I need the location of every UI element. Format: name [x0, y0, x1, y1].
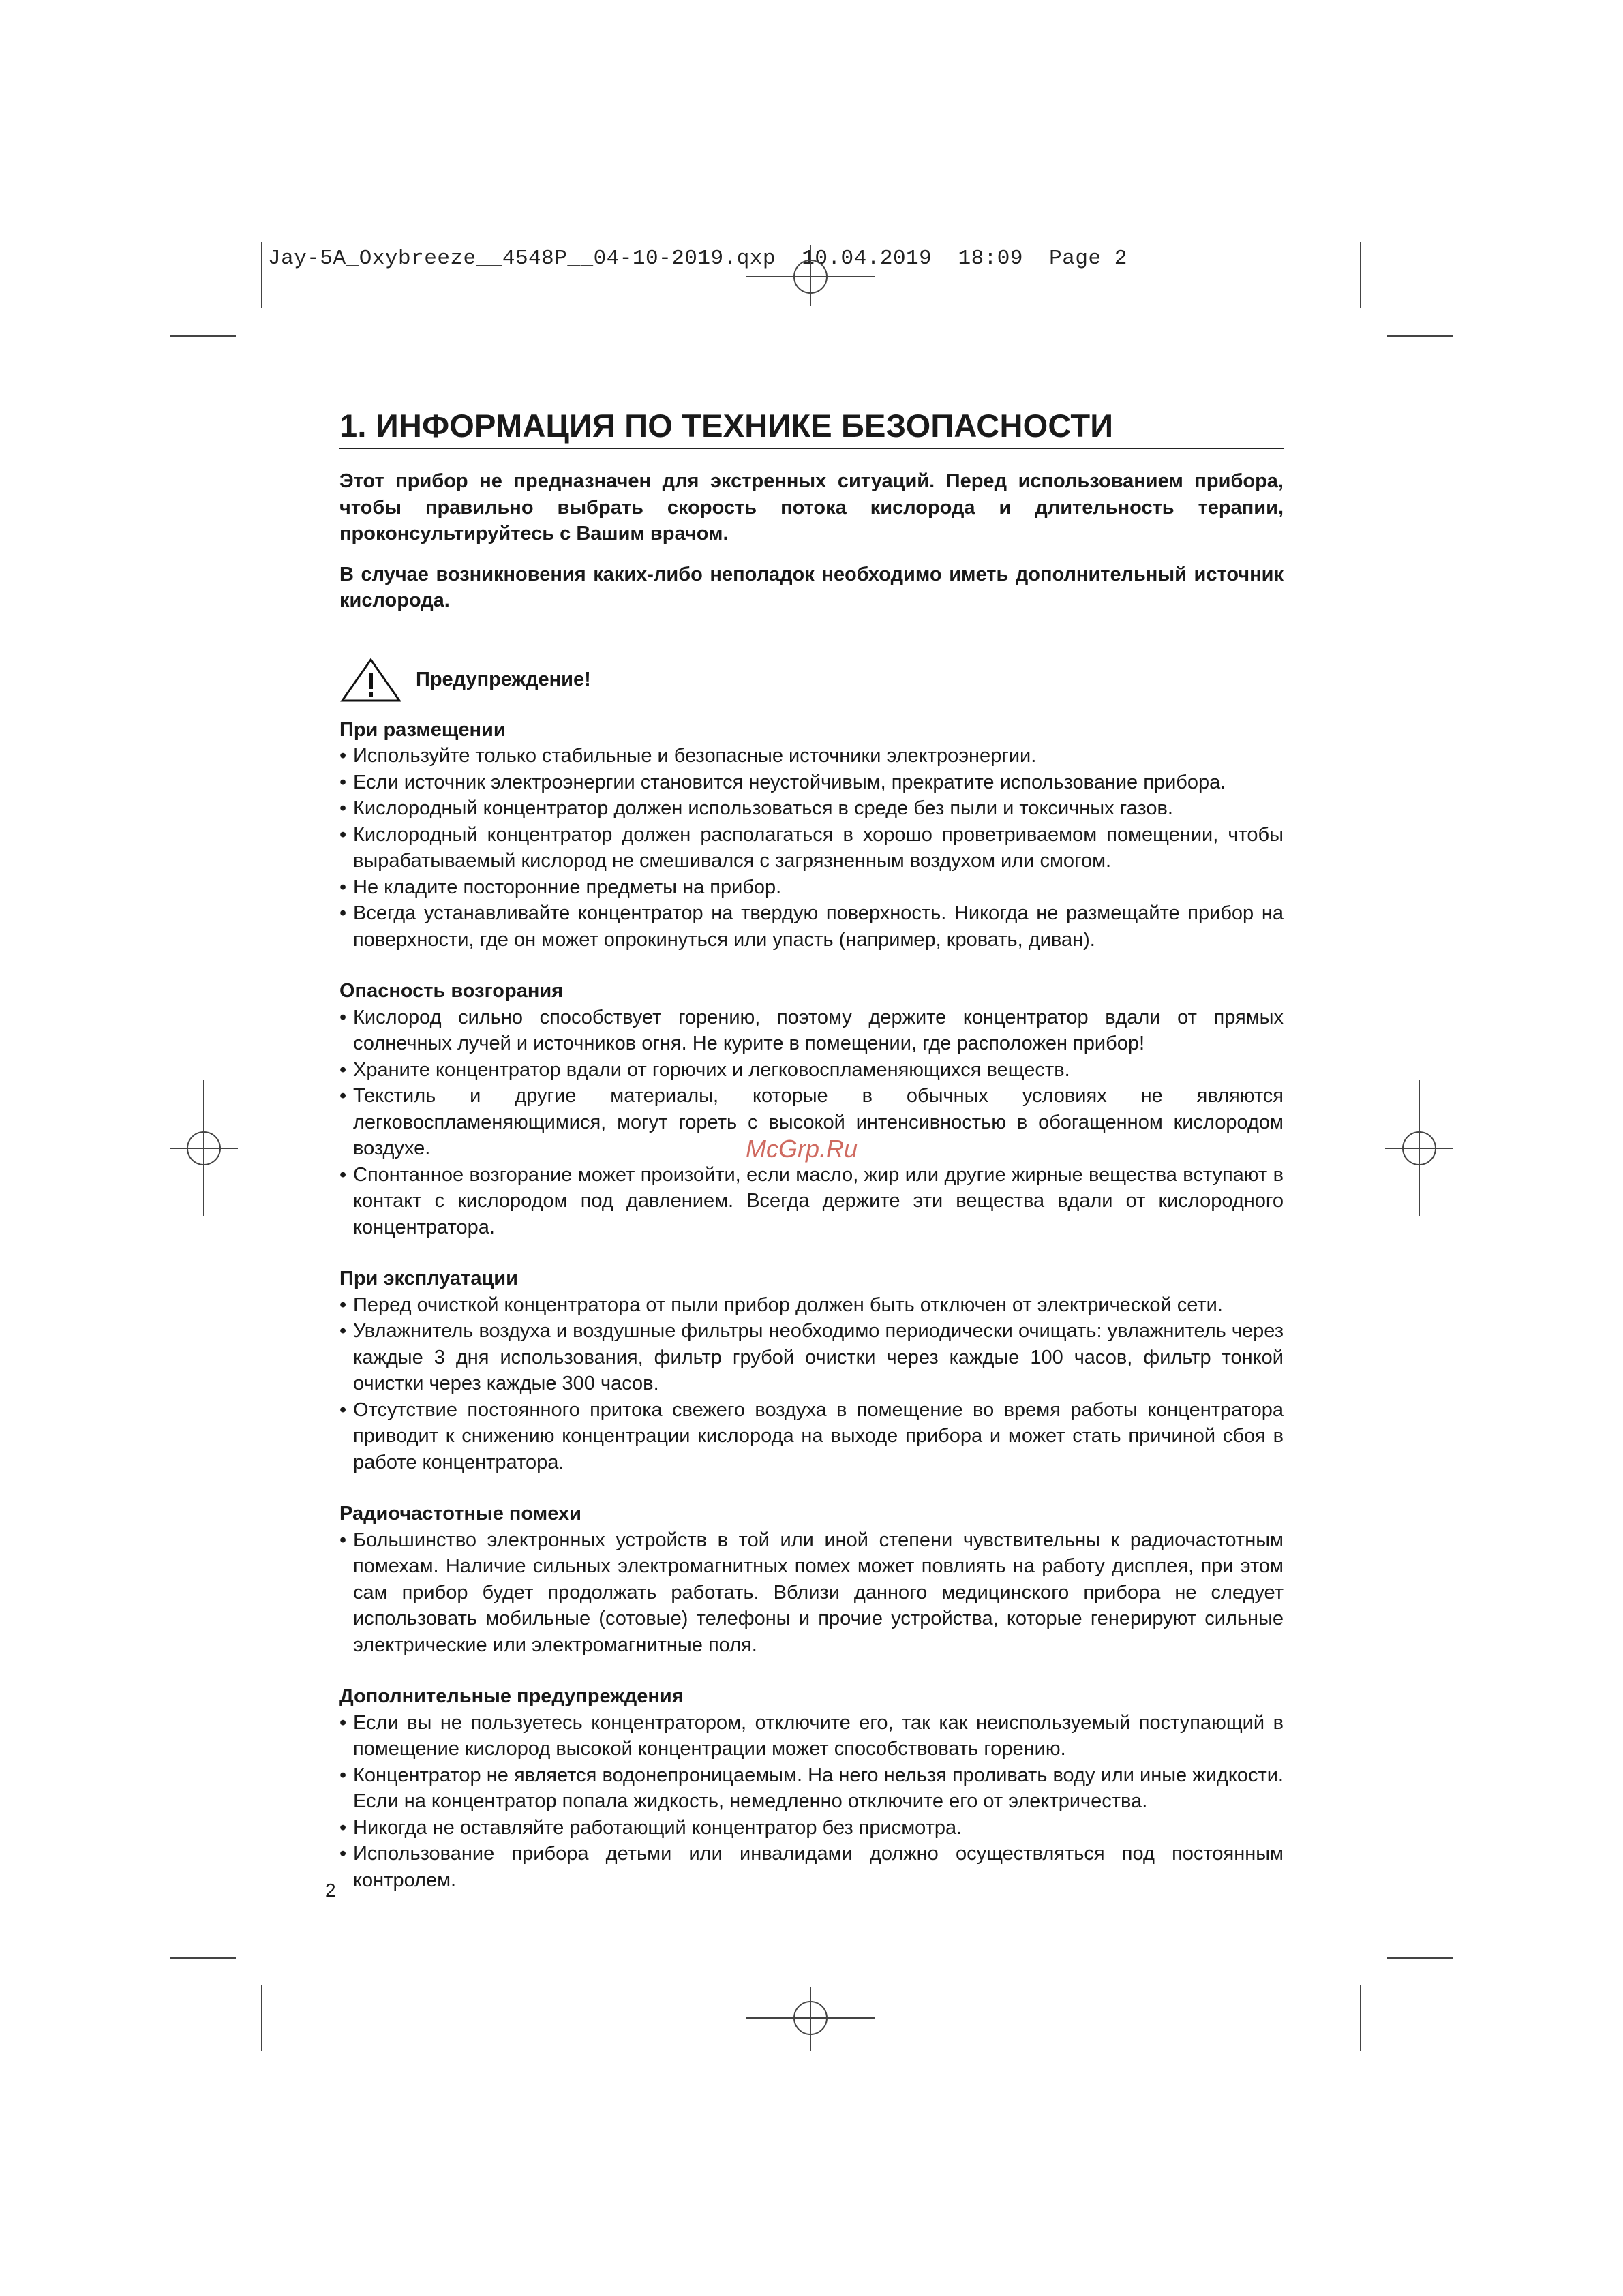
list-item: • Кислородный концентратор должен располагаться в хорошо проветриваемом помещении, чтобы вырабатываемый кислород не смешивался с загрязненным воздухом или смогом. — [339, 822, 1284, 874]
list-item: • Увлажнитель воздуха и воздушные фильтры необходимо периодически очищать: увлажнитель через каждые 3 дня использования, фильтр грубой очистки через каждые 100 часов, фильтр тонкой очистки через каждые 300 часов. — [339, 1318, 1284, 1397]
crop-mark-top-left-h — [170, 335, 236, 337]
list-item: • Храните концентратор вдали от горючих и легковоспламеняющихся веществ. — [339, 1057, 1284, 1084]
list-item: • Если источник электроэнергии становится неустойчивым, прекратите использование прибора. — [339, 769, 1284, 796]
registration-mark-top — [746, 238, 875, 306]
section-list — [339, 1005, 1284, 1241]
list-item: • Текстиль и другие материалы, которые в обычных условиях не являются легковоспламеняющимися, могут гореть с высокой интенсивностью в обогащенном кислородом воздухе. — [339, 1083, 1284, 1162]
crop-mark-top-left — [261, 242, 262, 308]
crop-mark-bottom-left-h — [170, 1957, 236, 1959]
list-item: • Спонтанное возгорание может произойти, если масло, жир или другие жирные вещества вступают в контакт с кислородом под давлением. Всегда держите эти вещества вдали от кислородного концентратора. — [339, 1162, 1284, 1241]
print-slug: Jay-5A_Oxybreeze__4548P__04-10-2019.qxp 10.04.2019 18:09 Page 2 — [268, 247, 1127, 271]
list-item: • Кислород сильно способствует горению, поэтому держите концентратор вдали от прямых солнечных лучей и источников огня. Не курите в помещении, где расположен прибор! — [339, 1005, 1284, 1057]
watermark: McGrp.Ru — [746, 1135, 858, 1163]
section-title: Радиочастотные помехи — [339, 1503, 581, 1525]
crop-mark-top-right — [1360, 242, 1361, 308]
list-item: • Использование прибора детьми или инвалидами должно осуществляться под постоянным контролем. — [339, 1841, 1284, 1893]
section-list — [339, 1527, 1284, 1659]
list-item: • Кислородный концентратор должен использоваться в среде без пыли и токсичных газов. — [339, 795, 1284, 822]
list-item: • Перед очисткой концентратора от пыли прибор должен быть отключен от электрической сети. — [339, 1292, 1284, 1319]
crop-mark-bottom-right-h — [1387, 1957, 1453, 1959]
warning-label: Предупреждение! — [416, 669, 591, 690]
crop-mark-bottom-left — [261, 1985, 262, 2051]
list-item: • Никогда не оставляйте работающий концентратор без присмотра. — [339, 1815, 1284, 1841]
section-title: При эксплуатации — [339, 1268, 518, 1289]
page-title: 1. ИНФОРМАЦИЯ ПО ТЕХНИКЕ БЕЗОПАСНОСТИ — [339, 405, 1284, 449]
section-list — [339, 1710, 1284, 1894]
registration-mark-left — [170, 1080, 238, 1216]
list-item: • Концентратор не является водонепроницаемым. На него нельзя проливать воду или иные жидкости. Если на концентратор попала жидкость, немедленно отключите его от электричества. — [339, 1762, 1284, 1815]
warning-block — [339, 658, 1284, 703]
intro-paragraph: В случае возникновения каких-либо неполадок необходимо иметь дополнительный источник кислорода. — [339, 563, 1284, 611]
list-item: • Не кладите посторонние предметы на прибор. — [339, 874, 1284, 901]
intro-paragraph: Этот прибор не предназначен для экстренных ситуаций. Перед использованием прибора, чтобы правильно выбрать скорость потока кислорода и длительность терапии, проконсультируйтесь с Вашим врачом. — [339, 470, 1284, 545]
section-list — [339, 1292, 1284, 1476]
list-item: • Используйте только стабильные и безопасные источники электроэнергии. — [339, 743, 1284, 769]
list-item: • Отсутствие постоянного притока свежего воздуха в помещение во время работы концентратора приводит к снижению концентрации кислорода на выходе прибора и может стать причиной сбоя в работе концентратора. — [339, 1397, 1284, 1476]
registration-mark-right — [1385, 1080, 1453, 1216]
list-item: • Если вы не пользуетесь концентратором, отключите его, так как неиспользуемый поступающий в помещение кислород высокой концентрации может способствовать горению. — [339, 1710, 1284, 1762]
section-title: При размещении — [339, 718, 506, 741]
registration-mark-bottom — [746, 1987, 875, 2055]
list-item: • Большинство электронных устройств в той или иной степени чувствительны к радиочастотным помехам. Наличие сильных электромагнитных помех может повлиять на работу дисплея, при этом сам прибор будет продолжать работать. Вблизи данного медицинского прибора не следует использовать мобильные (сотовые) телефоны и прочие устройства, которые генерируют сильные электрические или электромагнитные поля. — [339, 1527, 1284, 1659]
section-title: Опасность возгорания — [339, 980, 564, 1002]
warning-triangle-icon — [339, 658, 402, 703]
section-title: Дополнительные предупреждения — [339, 1685, 684, 1707]
list-item: • Всегда устанавливайте концентратор на твердую поверхность. Никогда не размещайте прибор на поверхности, где он может опрокинуться или упасть (например, кровать, диван). — [339, 900, 1284, 953]
crop-mark-top-right-h — [1387, 335, 1453, 337]
page-number: 2 — [325, 1880, 336, 1901]
crop-mark-bottom-right — [1360, 1985, 1361, 2051]
section-list — [339, 743, 1284, 953]
